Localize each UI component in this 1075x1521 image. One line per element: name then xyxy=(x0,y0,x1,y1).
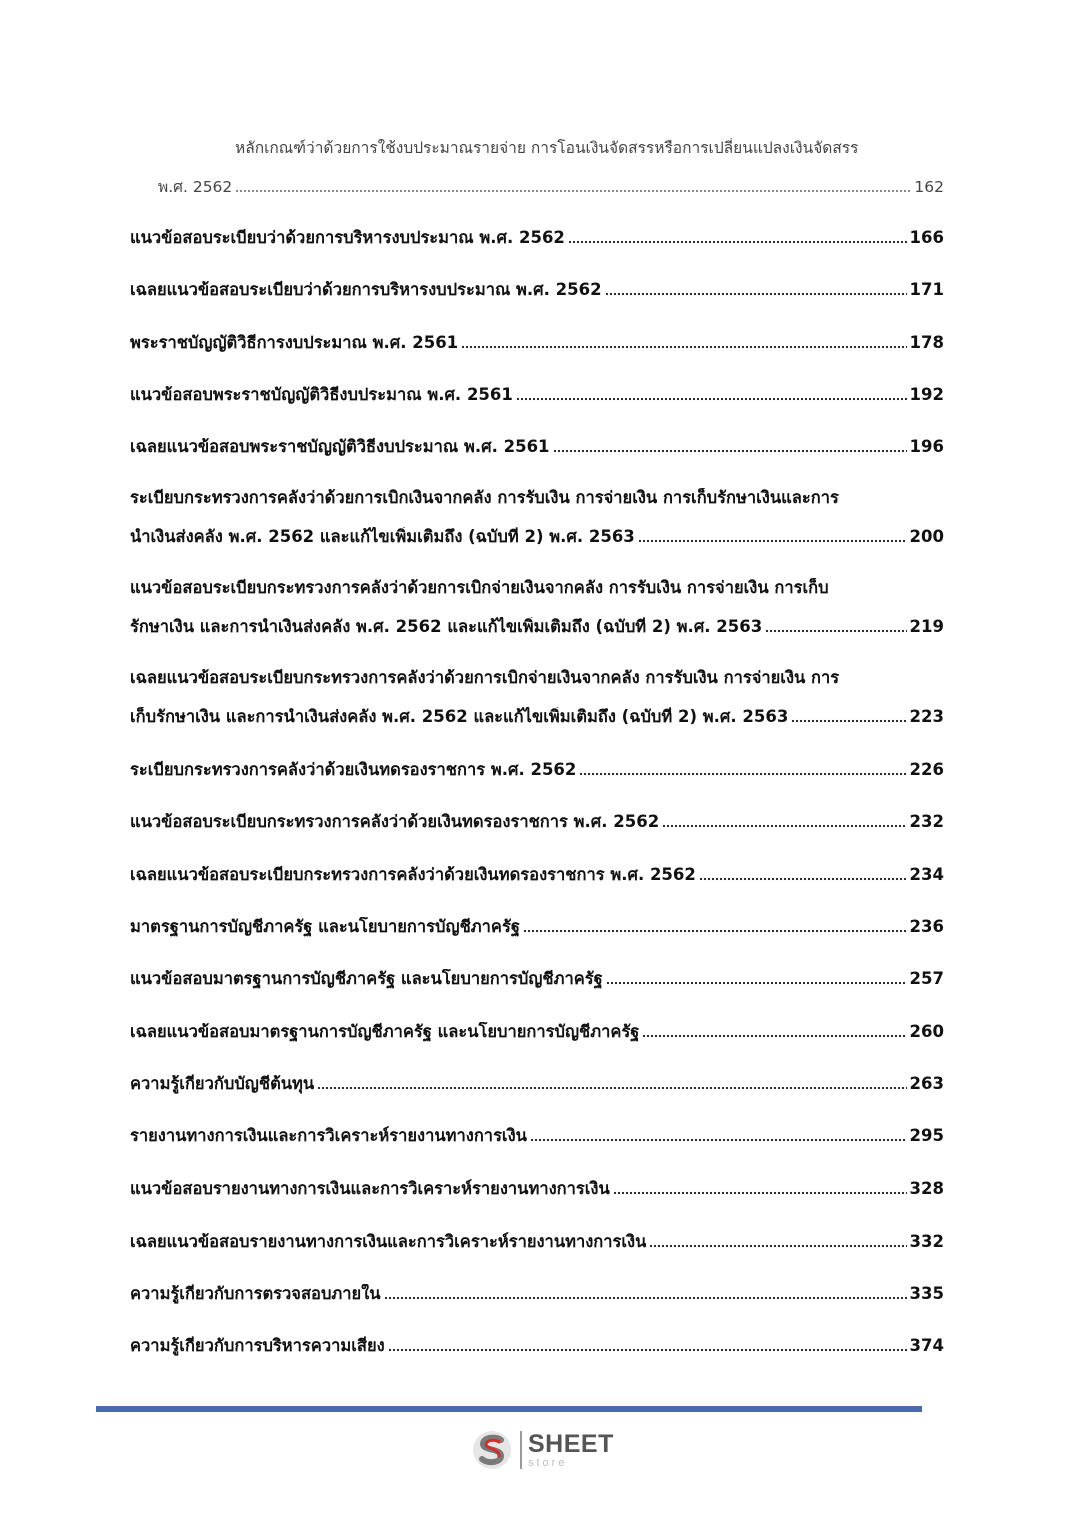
toc-page-number: 335 xyxy=(909,1284,944,1303)
toc-entry-title: แนวข้อสอบรายงานทางการเงินและการวิเคราะห์รายงานทางการเงิน xyxy=(130,1179,610,1198)
toc-entry-line xyxy=(130,617,944,637)
toc-entry-line xyxy=(130,385,944,405)
dot-leader xyxy=(579,772,906,776)
dot-leader xyxy=(388,1348,907,1352)
toc-page-number: 234 xyxy=(909,865,944,884)
dot-leader xyxy=(605,292,907,296)
toc-page-number: 236 xyxy=(909,917,944,936)
toc-entry-line xyxy=(130,488,944,508)
toc-page-number: 219 xyxy=(909,617,944,636)
toc-entry-title: เฉลยแนวข้อสอบพระราชบัญญัติวิธีงบประมาณ พ.ศ. 2561 xyxy=(130,437,550,456)
toc-entry-line xyxy=(130,177,944,197)
toc-entry-line xyxy=(130,707,944,727)
logo-text: SHEET xyxy=(528,1429,614,1458)
toc-entry-line xyxy=(130,760,944,780)
toc-entry-title: มาตรฐานการบัญชีภาครัฐ และนโยบายการบัญชีภาครัฐ xyxy=(130,917,520,936)
toc-entry-line xyxy=(130,437,944,457)
toc-entry[interactable] xyxy=(130,385,944,405)
toc-entry-title: แนวข้อสอบระเบียบว่าด้วยการบริหารงบประมาณ พ.ศ. 2562 xyxy=(130,228,565,247)
toc-page-number: 328 xyxy=(909,1179,944,1198)
dot-leader xyxy=(699,877,907,881)
toc-entry[interactable] xyxy=(130,917,944,937)
dot-leader xyxy=(649,1244,906,1248)
toc-entry[interactable] xyxy=(130,488,944,547)
toc-page-number: 260 xyxy=(909,1022,944,1041)
toc-entry-title: ระเบียบกระทรวงการคลังว่าด้วยเงินทดรองราชการ พ.ศ. 2562 xyxy=(130,760,577,779)
toc-entry[interactable] xyxy=(130,1232,944,1252)
toc-entry-line xyxy=(130,812,944,832)
toc-entry-line xyxy=(130,1336,944,1356)
toc-entry-title: รายงานทางการเงินและการวิเคราะห์รายงานทางการเงิน xyxy=(130,1126,527,1145)
toc-entry-line xyxy=(130,138,944,158)
toc-entry-title: นำเงินส่งคลัง พ.ศ. 2562 และแก้ไขเพิ่มเติมถึง (ฉบับที่ 2) พ.ศ. 2563 xyxy=(130,527,635,546)
toc-page-number: 374 xyxy=(909,1336,944,1355)
toc-entry[interactable] xyxy=(130,138,944,197)
toc-entry[interactable] xyxy=(130,668,944,727)
sheet-store-logo xyxy=(470,1428,620,1472)
toc-entry-title: แนวข้อสอบมาตรฐานการบัญชีภาครัฐ และนโยบายการบัญชีภาครัฐ xyxy=(130,969,603,988)
dot-leader xyxy=(553,449,907,453)
toc-entry-line xyxy=(130,280,944,300)
dot-leader xyxy=(461,345,906,349)
toc-page-number: 171 xyxy=(909,280,944,299)
dot-leader xyxy=(765,629,906,633)
toc-entry[interactable] xyxy=(130,1179,944,1199)
dot-leader xyxy=(530,1138,907,1142)
toc-entry-line xyxy=(130,228,944,248)
toc-entry[interactable] xyxy=(130,578,944,637)
toc-entry-title: รักษาเงิน และการนำเงินส่งคลัง พ.ศ. 2562 และแก้ไขเพิ่มเติมถึง (ฉบับที่ 2) พ.ศ. 2563 xyxy=(130,617,763,636)
toc-page-number: 263 xyxy=(909,1074,944,1093)
toc-entry-title: พระราชบัญญัติวิธีการงบประมาณ พ.ศ. 2561 xyxy=(130,333,459,352)
toc-entry-title: เฉลยแนวข้อสอบรายงานทางการเงินและการวิเคราะห์รายงานทางการเงิน xyxy=(130,1232,647,1251)
toc-page-number: 257 xyxy=(909,969,944,988)
toc-entry-line xyxy=(130,1232,944,1252)
toc-entry[interactable] xyxy=(130,1336,944,1356)
toc-page-number: 226 xyxy=(909,760,944,779)
dot-leader xyxy=(317,1086,906,1090)
toc-entry-line xyxy=(130,1284,944,1304)
toc-entry-title: เก็บรักษาเงิน และการนำเงินส่งคลัง พ.ศ. 2562 และแก้ไขเพิ่มเติมถึง (ฉบับที่ 2) พ.ศ. 2563 xyxy=(130,707,789,726)
toc-entry-title: แนวข้อสอบระเบียบกระทรวงการคลังว่าด้วยเงินทดรองราชการ พ.ศ. 2562 xyxy=(130,812,660,831)
toc-page-number: 200 xyxy=(909,527,944,546)
toc-entry-title: เฉลยแนวข้อสอบระเบียบกระทรวงการคลังว่าด้วยการเบิกจ่ายเงินจากคลัง การรับเงิน การจ่ายเงิน การ xyxy=(130,668,840,687)
toc-entry-title: หลักเกณฑ์ว่าด้วยการใช้งบประมาณรายจ่าย การโอนเงินจัดสรรหรือการเปลี่ยนแปลงเงินจัดสรร xyxy=(235,139,859,157)
toc-page-number: 166 xyxy=(909,228,944,247)
dot-leader xyxy=(568,240,907,244)
toc-entry[interactable] xyxy=(130,1284,944,1304)
toc-entry[interactable] xyxy=(130,228,944,248)
toc-page-number: 162 xyxy=(914,178,944,196)
toc-entry-line xyxy=(130,527,944,547)
dot-leader xyxy=(613,1191,907,1195)
toc-entry-line xyxy=(130,917,944,937)
footer-rule xyxy=(96,1406,922,1412)
toc-entry[interactable] xyxy=(130,1022,944,1042)
toc-entry-title: เฉลยแนวข้อสอบมาตรฐานการบัญชีภาครัฐ และนโยบายการบัญชีภาครัฐ xyxy=(130,1022,640,1041)
toc-entry-line xyxy=(130,668,944,688)
toc-entry-line xyxy=(130,1074,944,1094)
toc-page-number: 192 xyxy=(909,385,944,404)
logo-subtext: store xyxy=(528,1456,568,1469)
toc-entry-title: เฉลยแนวข้อสอบระเบียบว่าด้วยการบริหารงบประมาณ พ.ศ. 2562 xyxy=(130,280,602,299)
toc-entry-line xyxy=(130,969,944,989)
toc-entry-title: เฉลยแนวข้อสอบระเบียบกระทรวงการคลังว่าด้วยเงินทดรองราชการ พ.ศ. 2562 xyxy=(130,865,696,884)
toc-entry-title: พ.ศ. 2562 xyxy=(158,178,233,196)
dot-leader xyxy=(791,719,906,723)
dot-leader xyxy=(662,824,906,828)
toc-entry-title: ความรู้เกี่ยวกับบัญชีต้นทุน xyxy=(130,1074,315,1093)
toc-entry-line xyxy=(130,578,944,598)
toc-entry-title: ความรู้เกี่ยวกับการบริหารความเสี่ยง xyxy=(130,1336,385,1355)
toc-page-number: 232 xyxy=(909,812,944,831)
toc-page-number: 196 xyxy=(909,437,944,456)
toc-entry[interactable] xyxy=(130,1126,944,1146)
toc-entry-line xyxy=(130,1126,944,1146)
toc-entry[interactable] xyxy=(130,969,944,989)
toc-page-number: 332 xyxy=(909,1232,944,1251)
toc-page-number: 295 xyxy=(909,1126,944,1145)
toc-entry[interactable] xyxy=(130,812,944,832)
dot-leader xyxy=(642,1034,906,1038)
dot-leader xyxy=(384,1296,907,1300)
toc-entry[interactable] xyxy=(130,865,944,885)
toc-entry[interactable] xyxy=(130,437,944,457)
dot-leader xyxy=(638,539,907,543)
toc-page-number: 223 xyxy=(909,707,944,726)
toc-entry[interactable] xyxy=(130,333,944,353)
toc-entry-title: ความรู้เกี่ยวกับการตรวจสอบภายใน xyxy=(130,1284,381,1303)
toc-entry-title: แนวข้อสอบระเบียบกระทรวงการคลังว่าด้วยการเบิกจ่ายเงินจากคลัง การรับเงิน การจ่ายเงิน การเก็บ xyxy=(130,578,829,597)
sheet-store-s-logo-icon xyxy=(470,1428,514,1472)
toc-entry[interactable] xyxy=(130,1074,944,1094)
dot-leader xyxy=(235,189,911,193)
toc-entry-line xyxy=(130,865,944,885)
dot-leader xyxy=(523,929,907,933)
logo-separator xyxy=(520,1431,522,1469)
toc-entry-title: แนวข้อสอบพระราชบัญญัติวิธีงบประมาณ พ.ศ. 2561 xyxy=(130,385,513,404)
toc-entry-line xyxy=(130,1022,944,1042)
dot-leader xyxy=(606,981,907,985)
toc-entry-line xyxy=(130,333,944,353)
dot-leader xyxy=(516,397,907,401)
toc-entry[interactable] xyxy=(130,280,944,300)
toc-entry-title: ระเบียบกระทรวงการคลังว่าด้วยการเบิกเงินจากคลัง การรับเงิน การจ่ายเงิน การเก็บรักษาเงินและการ xyxy=(130,488,839,507)
toc-page-number: 178 xyxy=(909,333,944,352)
toc-entry[interactable] xyxy=(130,760,944,780)
toc-entry-line xyxy=(130,1179,944,1199)
